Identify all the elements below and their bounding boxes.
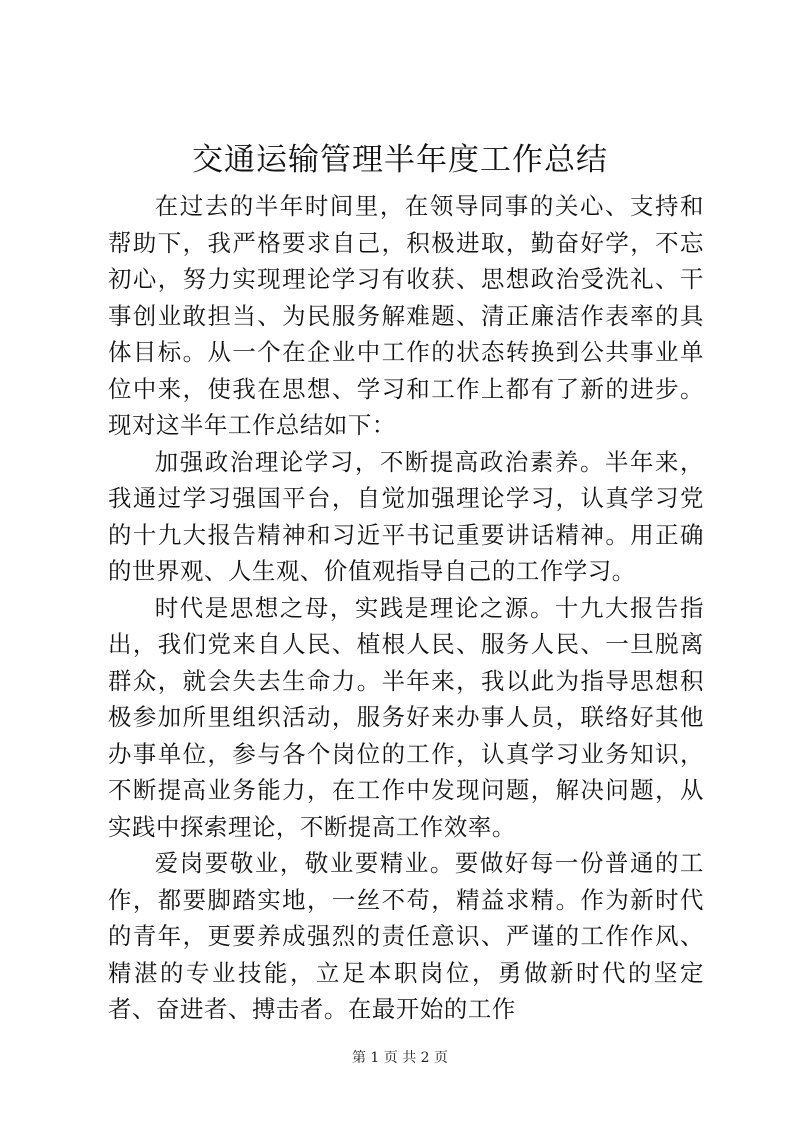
paragraph-intro: 在过去的半年时间里，在领导同事的关心、支持和帮助下，我严格要求自己，积极进取，勤奋好学，不忘初心，努力实现理论学习有收获、思想政治受洗礼、干事创业敢担当、为民服务解难题、清正廉洁作表率的具体目标。从一个在企业中工作的状态转换到公共事业单位中来，使我在思想、学习和工作上都有了新的进步。现对这半年工作总结如下： bbox=[108, 192, 704, 439]
paragraph-dedication: 爱岗要敬业，敬业要精业。要做好每一份普通的工作，都要脚踏实地，一丝不苟，精益求精。作为新时代的青年，更要养成强烈的责任意识、严谨的工作作风、精湛的专业技能，立足本职岗位，勇做新时代的坚定者、奋进者、搏击者。在最开始的工作 bbox=[108, 849, 704, 1023]
page-footer: 第 1 页 共 2 页 bbox=[351, 1050, 449, 1066]
paragraph-practice: 时代是思想之母，实践是理论之源。十九大报告指出，我们党来自人民、植根人民、服务人民、一旦脱离群众，就会失去生命力。半年来，我以此为指导思想积极参加所里组织活动，服务好来办事人员，联络好其他办事单位，参与各个岗位的工作，认真学习业务知识，不断提高业务能力，在工作中发现问题，解决问题，从实践中探索理论，不断提高工作效率。 bbox=[108, 593, 704, 841]
document-body bbox=[108, 188, 704, 1028]
paragraph-political-study: 加强政治理论学习，不断提高政治素养。半年来，我通过学习强国平台，自觉加强理论学习，认真学习党的十九大报告精神和习近平书记重要讲话精神。用正确的世界观、人生观、价值观指导自己的工作学习。 bbox=[108, 447, 704, 585]
document-title: 交通运输管理半年度工作总结 bbox=[192, 142, 608, 178]
